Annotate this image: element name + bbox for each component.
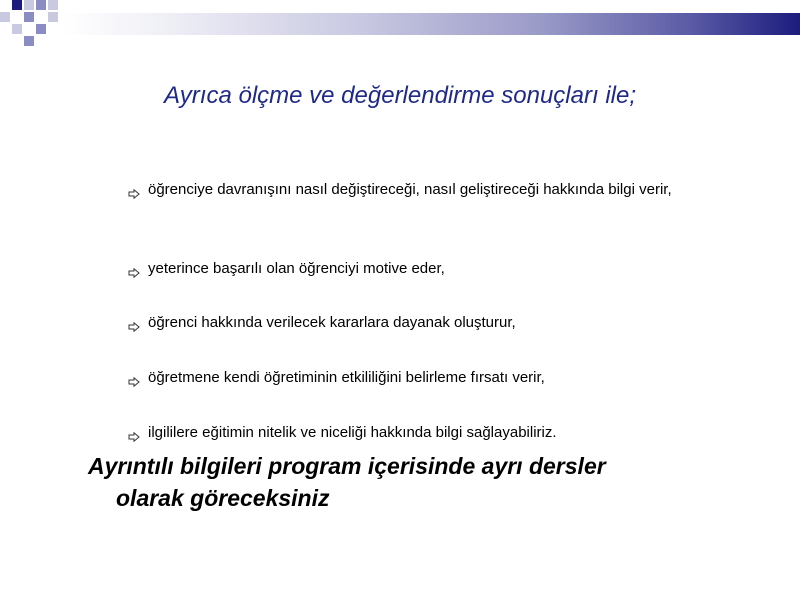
hollow-arrow-right-icon: [128, 178, 148, 206]
corner-decoration: [0, 0, 800, 60]
closing-line-2: olarak göreceksiniz: [116, 485, 330, 511]
deco-square: [24, 36, 34, 46]
bullet-item: [128, 311, 738, 339]
hollow-arrow-right-icon: [128, 257, 148, 285]
deco-square: [0, 12, 10, 22]
bullet-text: yeterince başarılı olan öğrenciyi motive eder,: [148, 260, 445, 277]
hollow-arrow-right-icon: [128, 421, 148, 449]
deco-square: [12, 0, 22, 10]
bullet-text: öğretmene kendi öğretiminin etkililiğini belirleme fırsatı verir,: [148, 369, 545, 386]
closing-statement: [88, 450, 748, 514]
deco-square: [48, 12, 58, 22]
closing-line-1: Ayrıntılı bilgileri program içerisinde ayrı dersler: [88, 453, 606, 479]
deco-square: [36, 0, 46, 10]
bullet-item: [128, 366, 738, 394]
slide-title: Ayrıca ölçme ve değerlendirme sonuçları ile;: [164, 82, 636, 109]
bullet-text: ilgililere eğitimin nitelik ve niceliği hakkında bilgi sağlayabiliriz.: [148, 424, 557, 441]
bullet-text: öğrenci hakkında verilecek kararlara dayanak oluşturur,: [148, 314, 516, 331]
hollow-arrow-right-icon: [128, 311, 148, 339]
bullet-item: [128, 421, 738, 449]
deco-square: [12, 24, 22, 34]
bullet-text: öğrenciye davranışını nasıl değiştireceği, nasıl geliştireceği hakkında bilgi verir,: [148, 181, 672, 198]
gradient-bar: [62, 13, 800, 35]
deco-square: [24, 0, 34, 10]
deco-square: [48, 0, 58, 10]
hollow-arrow-right-icon: [128, 366, 148, 394]
bullet-item: [128, 178, 738, 206]
bullet-item: [128, 257, 738, 285]
deco-square: [36, 24, 46, 34]
deco-square: [24, 12, 34, 22]
